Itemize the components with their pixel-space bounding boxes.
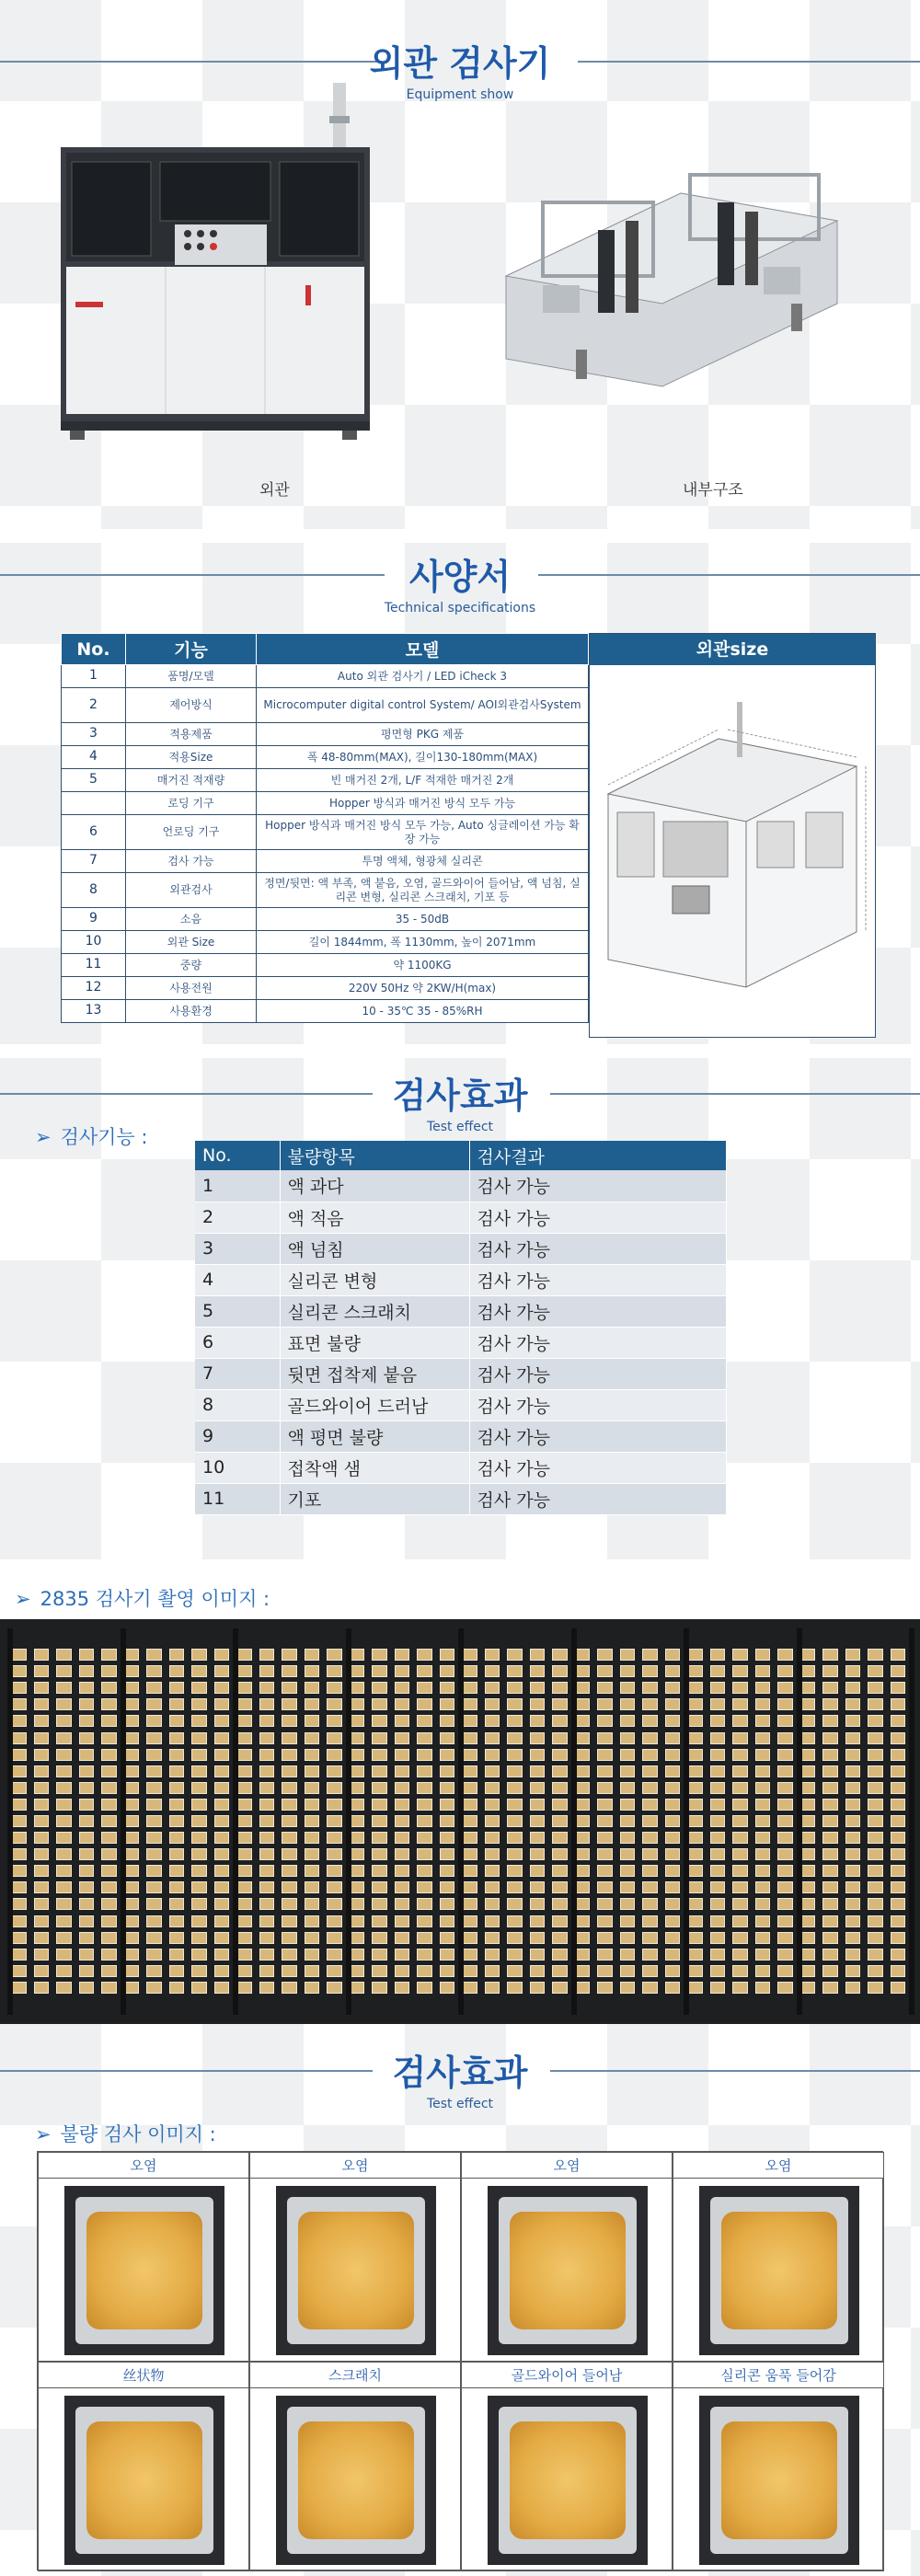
- defect-cell-result: 검사 가능: [469, 1327, 727, 1358]
- spec-cell-model: 220V 50Hz 약 2KW/H(max): [257, 977, 589, 1000]
- defect-image-cell: [249, 2362, 461, 2571]
- defect-led-photo: [488, 2396, 648, 2565]
- spec-cell-model: Auto 외관 검사기 / LED iCheck 3: [257, 665, 589, 688]
- caption-exterior: 외관: [259, 481, 290, 500]
- led-array-image: [0, 1619, 920, 2024]
- spec-cell-func: 사용전원: [126, 977, 257, 1000]
- spec-header-function: 기능: [126, 634, 257, 665]
- defect-row: [195, 1420, 727, 1452]
- defect-cell-result: 검사 가능: [469, 1264, 727, 1295]
- defect-header-no: No.: [195, 1141, 280, 1170]
- defect-cell-item: 액 적음: [280, 1202, 469, 1233]
- spec-cell-no: 8: [62, 873, 126, 908]
- spec-row: [62, 873, 589, 908]
- defect-row: [195, 1295, 727, 1327]
- defect-cell-item: 액 과다: [280, 1170, 469, 1202]
- machine-exterior-image: [57, 83, 379, 442]
- spec-cell-func: 매거진 적재량: [126, 769, 257, 792]
- defect-cell-no: 4: [195, 1264, 280, 1295]
- defect-image-label: [35, 2120, 216, 2147]
- defect-image-cell: [249, 2152, 461, 2362]
- spec-cell-model: 길이 1844mm, 폭 1130mm, 높이 2071mm: [257, 931, 589, 954]
- spec-row: [62, 723, 589, 746]
- spec-cell-no: 4: [62, 746, 126, 769]
- defect-cell-no: 6: [195, 1327, 280, 1358]
- camera-image-label: [15, 1584, 270, 1612]
- spec-cell-model: Microcomputer digital control System/ AOI외관검사System: [257, 688, 589, 723]
- spec-cell-no: 7: [62, 850, 126, 873]
- spec-cell-func: 외관검사: [126, 873, 257, 908]
- defect-row: [195, 1170, 727, 1202]
- defect-cell-result: 검사 가능: [469, 1202, 727, 1233]
- section-defect-images: [0, 2024, 920, 2576]
- spec-cell-no: 5: [62, 769, 126, 792]
- spec-cell-no: 11: [62, 954, 126, 977]
- defect-cell-result: 검사 가능: [469, 1295, 727, 1327]
- arrow-icon: ➢: [15, 1588, 31, 1610]
- defect-image-caption: 丝状物: [39, 2363, 248, 2388]
- defect-row: [195, 1327, 727, 1358]
- section-specifications: [0, 543, 920, 1044]
- spec-cell-func: 소음: [126, 908, 257, 931]
- spec-row: [62, 850, 589, 873]
- section-test-effect: [0, 1058, 920, 1559]
- test-effect-subtitle: Test effect: [426, 1120, 494, 1134]
- section-camera-image: [0, 1564, 920, 2024]
- defect-cell-no: 10: [195, 1452, 280, 1483]
- spec-row: [62, 815, 589, 850]
- defect-cell-no: 5: [195, 1295, 280, 1327]
- spec-title: 사양서: [408, 557, 512, 597]
- spec-cell-func: 중량: [126, 954, 257, 977]
- defect-led-photo: [64, 2186, 224, 2355]
- camera-image-text: 2835 검사기 촬영 이미지 :: [40, 1588, 270, 1610]
- defect-cell-result: 검사 가능: [469, 1420, 727, 1452]
- spec-cell-func: 검사 가능: [126, 850, 257, 873]
- defect-cell-item: 기포: [280, 1483, 469, 1514]
- spec-subtitle: Technical specifications: [384, 601, 536, 615]
- defect-image-cell: [38, 2362, 249, 2571]
- defect-cell-no: 3: [195, 1233, 280, 1264]
- defect-row: [195, 1483, 727, 1514]
- spec-cell-no: 12: [62, 977, 126, 1000]
- defect-led-photo: [64, 2396, 224, 2565]
- spec-cell-no: 9: [62, 908, 126, 931]
- spec-table: [61, 633, 589, 1023]
- spec-cell-no: [62, 792, 126, 815]
- defect-led-photo: [488, 2186, 648, 2355]
- defect-cell-result: 검사 가능: [469, 1358, 727, 1389]
- defect-cell-result: 검사 가능: [469, 1452, 727, 1483]
- spec-cell-model: 평면형 PKG 제품: [257, 723, 589, 746]
- defect-image-cell: [673, 2362, 884, 2571]
- defect-row: [195, 1452, 727, 1483]
- defect-images-title: 검사효과: [392, 2053, 528, 2093]
- defect-header-result: 검사결과: [469, 1141, 727, 1170]
- defect-cell-item: 액 평면 불량: [280, 1420, 469, 1452]
- defect-led-photo: [276, 2186, 436, 2355]
- spec-header-model: 모델: [257, 634, 589, 665]
- defect-cell-item: 실리콘 변형: [280, 1264, 469, 1295]
- spec-cell-model: 약 1100KG: [257, 954, 589, 977]
- spec-row: [62, 977, 589, 1000]
- machine-internal-image: [488, 166, 856, 396]
- spec-row: [62, 665, 589, 688]
- test-effect-title: 검사효과: [392, 1075, 528, 1116]
- defect-image-caption: 골드와이어 들어남: [462, 2363, 672, 2388]
- exterior-size-panel: [589, 633, 876, 1038]
- defect-cell-item: 접착액 샘: [280, 1452, 469, 1483]
- defect-image-caption: 오염: [462, 2153, 672, 2179]
- defect-led-photo: [276, 2396, 436, 2565]
- defect-cell-result: 검사 가능: [469, 1483, 727, 1514]
- spec-row: [62, 769, 589, 792]
- spec-cell-func: 적용제품: [126, 723, 257, 746]
- defect-row: [195, 1264, 727, 1295]
- defect-cell-no: 9: [195, 1420, 280, 1452]
- dimension-drawing: [590, 665, 875, 1033]
- spec-row: [62, 954, 589, 977]
- spec-cell-model: 투명 액체, 형광체 실리콘: [257, 850, 589, 873]
- defect-cell-no: 1: [195, 1170, 280, 1202]
- defect-image-caption: 오염: [673, 2153, 883, 2179]
- defect-image-caption: 오염: [39, 2153, 248, 2179]
- defect-cell-item: 액 넘침: [280, 1233, 469, 1264]
- defect-table: [195, 1141, 727, 1515]
- spec-cell-func: 사용환경: [126, 1000, 257, 1023]
- spec-row: [62, 688, 589, 723]
- spec-row: [62, 1000, 589, 1023]
- spec-cell-model: 35 - 50dB: [257, 908, 589, 931]
- section-equipment-show: [0, 0, 920, 529]
- page-subtitle: Equipment show: [406, 87, 514, 102]
- defect-image-caption: 실리콘 움푹 들어감: [673, 2363, 883, 2388]
- defect-image-cell: [461, 2152, 673, 2362]
- defect-cell-no: 8: [195, 1389, 280, 1420]
- defect-cell-result: 검사 가능: [469, 1170, 727, 1202]
- exterior-size-header: 외관size: [590, 634, 875, 665]
- spec-cell-no: 1: [62, 665, 126, 688]
- spec-cell-model: 10 - 35℃ 35 - 85%RH: [257, 1000, 589, 1023]
- spec-row: [62, 746, 589, 769]
- defect-image-text: 불량 검사 이미지 :: [60, 2123, 216, 2145]
- defect-led-photo: [699, 2186, 859, 2355]
- spec-cell-func: 언로딩 기구: [126, 815, 257, 850]
- defect-cell-item: 골드와이어 드러남: [280, 1389, 469, 1420]
- spec-cell-no: 3: [62, 723, 126, 746]
- spec-row: [62, 931, 589, 954]
- spec-cell-model: 폭 48-80mm(MAX), 길이130-180mm(MAX): [257, 746, 589, 769]
- defect-header-item: 불량항목: [280, 1141, 469, 1170]
- defect-image-cell: [673, 2152, 884, 2362]
- spec-cell-no: 2: [62, 688, 126, 723]
- arrow-icon: ➢: [35, 2123, 52, 2145]
- spec-header-no: No.: [62, 634, 126, 665]
- spec-heading: [0, 548, 920, 615]
- spec-cell-func: 로딩 기구: [126, 792, 257, 815]
- spec-cell-func: 외관 Size: [126, 931, 257, 954]
- spec-cell-model: 빈 매거진 2개, L/F 적재한 매거진 2개: [257, 769, 589, 792]
- defect-row: [195, 1389, 727, 1420]
- caption-internal: 내부구조: [683, 481, 743, 500]
- spec-cell-func: 적용Size: [126, 746, 257, 769]
- defect-led-photo: [699, 2396, 859, 2565]
- defect-cell-result: 검사 가능: [469, 1233, 727, 1264]
- defect-cell-item: 표면 불량: [280, 1327, 469, 1358]
- spec-cell-no: 6: [62, 815, 126, 850]
- spec-cell-model: Hopper 방식과 매거진 방식 모두 가능: [257, 792, 589, 815]
- spec-row: [62, 792, 589, 815]
- defect-cell-item: 실리콘 스크래치: [280, 1295, 469, 1327]
- inspection-function-label: [35, 1122, 148, 1150]
- spec-row: [62, 908, 589, 931]
- page-title: 외관 검사기: [369, 43, 551, 84]
- defect-row: [195, 1202, 727, 1233]
- defect-image-cell: [461, 2362, 673, 2571]
- defect-cell-result: 검사 가능: [469, 1389, 727, 1420]
- defect-cell-item: 뒷면 접착제 붙음: [280, 1358, 469, 1389]
- spec-cell-model: Hopper 방식과 매거진 방식 모두 가능, Auto 싱글레이션 가능 확장 가능: [257, 815, 589, 850]
- spec-cell-no: 13: [62, 1000, 126, 1023]
- inspection-function-text: 검사기능 :: [60, 1126, 148, 1148]
- defect-image-caption: 스크래치: [250, 2363, 460, 2388]
- defect-row: [195, 1358, 727, 1389]
- arrow-icon: ➢: [35, 1126, 52, 1148]
- spec-cell-model: 정면/뒷면: 액 부족, 액 붙음, 오염, 골드와이어 들어남, 액 넘침, 실리콘 변형, 실리콘 스크래치, 기포 등: [257, 873, 589, 908]
- defect-cell-no: 2: [195, 1202, 280, 1233]
- defect-image-cell: [38, 2152, 249, 2362]
- defect-cell-no: 11: [195, 1483, 280, 1514]
- defect-row: [195, 1233, 727, 1264]
- defect-images-heading: [0, 2044, 920, 2111]
- defect-image-grid: [37, 2151, 883, 2570]
- defect-image-caption: 오염: [250, 2153, 460, 2179]
- spec-cell-no: 10: [62, 931, 126, 954]
- spec-cell-func: 제어방식: [126, 688, 257, 723]
- defect-cell-no: 7: [195, 1358, 280, 1389]
- defect-images-subtitle: Test effect: [426, 2097, 494, 2111]
- spec-cell-func: 품명/모델: [126, 665, 257, 688]
